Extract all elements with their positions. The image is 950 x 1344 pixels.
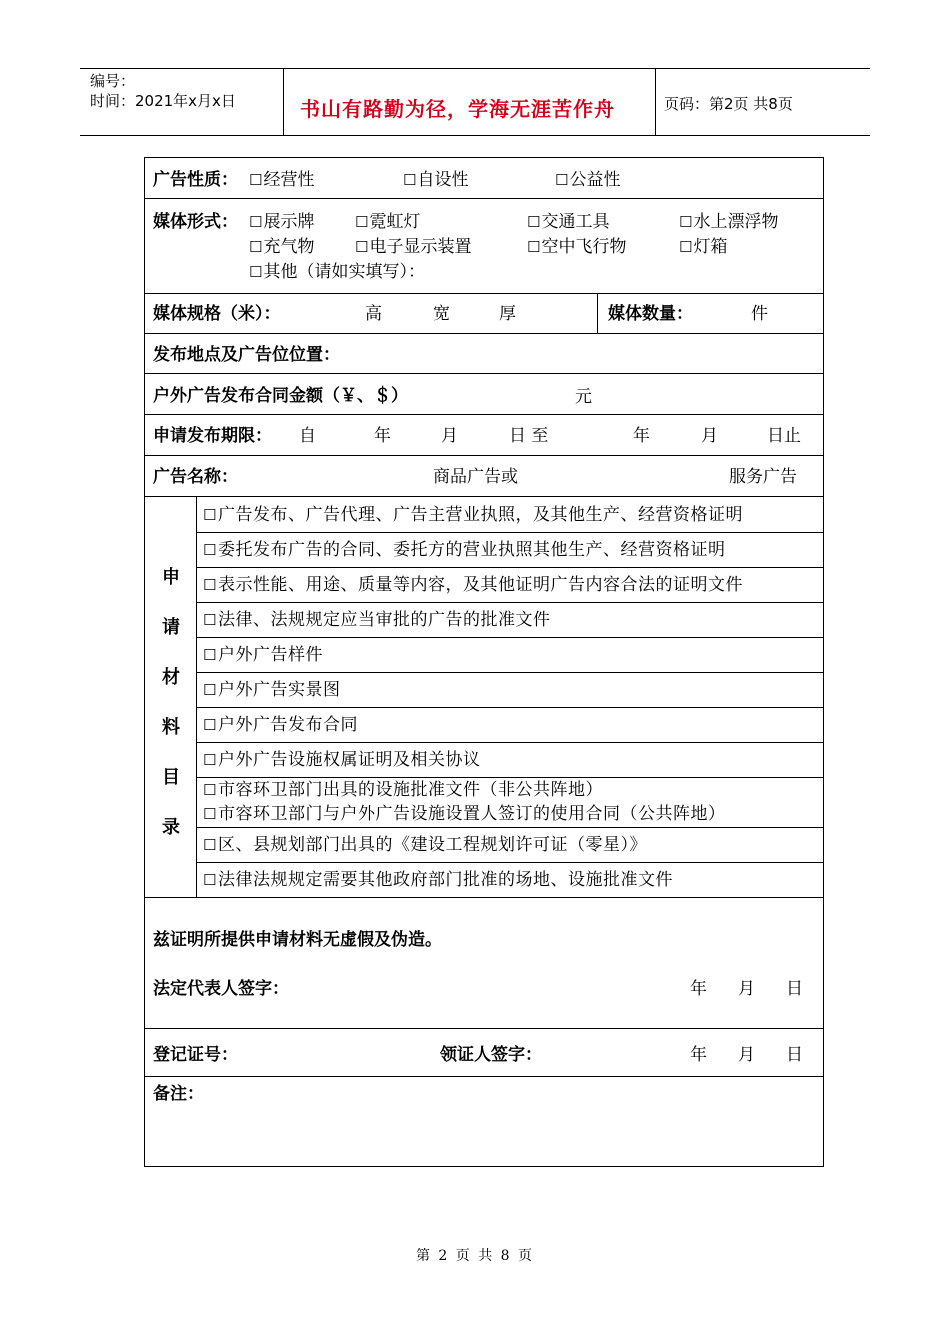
material-item[interactable] (203, 869, 673, 891)
row-rule (145, 1076, 823, 1077)
material-label: 户外广告样件 (217, 645, 323, 665)
materials-row-rule (196, 672, 824, 673)
media-option-inflatable[interactable] (249, 236, 314, 258)
document-number-label: 编号： (90, 72, 136, 90)
materials-row-rule (196, 827, 824, 828)
media-option-neon[interactable] (355, 211, 420, 233)
material-label: 表示性能、用途、质量等内容，及其他证明广告内容合法的证明文件 (217, 575, 743, 595)
option-label: 经营性 (263, 170, 315, 190)
checkbox-icon[interactable]: ☐ (203, 681, 217, 699)
checkbox-icon[interactable]: ☐ (203, 781, 217, 799)
material-label: 市容环卫部门出具的设施批准文件（非公共阵地） (217, 780, 603, 800)
material-item[interactable] (203, 609, 550, 631)
materials-row-rule (196, 532, 824, 533)
checkbox-icon[interactable]: ☐ (203, 611, 217, 629)
side-char: 料 (162, 717, 180, 738)
option-label: 交通工具 (541, 212, 610, 232)
ad-name-middle: 商品广告或 (433, 467, 518, 487)
material-label: 市容环卫部门与户外广告设施设置人签订的使用合同（公共阵地） (217, 804, 726, 824)
material-item[interactable] (203, 779, 603, 801)
media-option-other[interactable] (249, 261, 425, 283)
checkbox-icon[interactable]: ☐ (203, 836, 217, 854)
row-rule (145, 333, 823, 334)
row-rule (145, 496, 823, 497)
materials-row-rule (196, 742, 824, 743)
material-label: 广告发布、广告代理、广告主营业执照，及其他生产、经营资格证明 (217, 505, 743, 525)
spec-thickness-label: 厚 (499, 304, 516, 324)
option-label: 水上漂浮物 (693, 212, 779, 232)
checkbox-icon[interactable]: ☐ (203, 646, 217, 664)
checkbox-icon[interactable]: ☐ (203, 716, 217, 734)
materials-row-rule (196, 707, 824, 708)
side-char: 材 (162, 667, 180, 688)
material-item[interactable] (203, 803, 725, 825)
row-rule (145, 414, 823, 415)
period-year: 年 (374, 426, 391, 446)
receiver-signature-label: 领证人签字： (440, 1045, 542, 1065)
option-label: 充气物 (263, 237, 315, 257)
option-label: 公益性 (569, 170, 621, 190)
contract-amount-label: 户外广告发布合同金额（￥、＄） (153, 386, 408, 406)
checkbox-icon[interactable]: ☐ (249, 213, 263, 231)
materials-row-rule (196, 567, 824, 568)
row-rule (145, 897, 823, 898)
period-day-to: 日 至 (509, 426, 549, 446)
materials-row-rule (196, 637, 824, 638)
header-top-rule (80, 68, 870, 69)
remarks-label: 备注： (153, 1084, 204, 1104)
materials-row-rule (196, 862, 824, 863)
media-quantity-unit: 件 (751, 304, 768, 324)
contract-amount-unit: 元 (575, 387, 592, 407)
material-item[interactable] (203, 714, 358, 736)
registration-number-label: 登记证号： (153, 1045, 238, 1065)
application-form (144, 157, 824, 1167)
ad-nature-option-public[interactable] (555, 169, 620, 191)
registration-year: 年 (690, 1045, 707, 1065)
declaration-text: 兹证明所提供申请材料无虚假及伪造。 (153, 930, 442, 950)
legal-rep-month: 月 (738, 979, 755, 999)
location-label: 发布地点及广告位位置： (153, 345, 340, 365)
option-label: 电子显示装置 (369, 237, 472, 257)
checkbox-icon[interactable]: ☐ (203, 871, 217, 889)
row-rule (145, 198, 823, 199)
side-char: 录 (162, 817, 180, 838)
spec-width-label: 宽 (433, 304, 450, 324)
ad-nature-option-self[interactable] (403, 169, 468, 191)
materials-row-rule (196, 777, 824, 778)
material-item[interactable] (203, 834, 647, 856)
side-char: 目 (162, 767, 180, 788)
materials-row-rule (196, 602, 824, 603)
media-option-electronic-display[interactable] (355, 236, 471, 258)
row-rule (145, 373, 823, 374)
material-item[interactable] (203, 504, 743, 526)
checkbox-icon[interactable]: ☐ (249, 171, 263, 189)
legal-rep-signature-label: 法定代表人签字： (153, 979, 289, 999)
registration-month: 月 (738, 1045, 755, 1065)
option-label: 展示牌 (263, 212, 315, 232)
checkbox-icon[interactable]: ☐ (249, 238, 263, 256)
registration-day: 日 (786, 1045, 803, 1065)
option-label: 霓虹灯 (369, 212, 421, 232)
checkbox-icon[interactable]: ☐ (555, 171, 569, 189)
media-option-lightbox[interactable] (679, 236, 727, 258)
row-rule (145, 455, 823, 456)
side-char: 申 (162, 567, 180, 588)
option-label: 灯箱 (693, 237, 728, 257)
material-item[interactable] (203, 644, 323, 666)
legal-rep-day: 日 (786, 979, 803, 999)
option-label: 其他（请如实填写）： (263, 262, 425, 282)
option-label: 自设性 (417, 170, 469, 190)
option-label: 空中飞行物 (541, 237, 627, 257)
checkbox-icon[interactable]: ☐ (679, 213, 693, 231)
material-label: 法律、法规规定应当审批的广告的批准文件 (217, 610, 551, 630)
checkbox-icon[interactable]: ☐ (203, 541, 217, 559)
checkbox-icon[interactable]: ☐ (403, 171, 417, 189)
checkbox-icon[interactable]: ☐ (249, 263, 263, 281)
media-quantity-label: 媒体数量： (608, 304, 693, 324)
checkbox-icon[interactable]: ☐ (203, 576, 217, 594)
row-rule (145, 1028, 823, 1029)
material-label: 户外广告发布合同 (217, 715, 358, 735)
checkbox-icon[interactable]: ☐ (203, 751, 217, 769)
checkbox-icon[interactable]: ☐ (203, 805, 217, 823)
media-option-display-board[interactable] (249, 211, 314, 233)
row-rule (145, 293, 823, 294)
material-label: 区、县规划部门出具的《建设工程规划许可证（零星）》 (217, 835, 647, 855)
media-option-vehicle[interactable] (527, 211, 609, 233)
side-char: 请 (162, 617, 180, 638)
ad-name-label: 广告名称： (153, 467, 238, 487)
header-divider-left (283, 68, 284, 135)
material-label: 委托发布广告的合同、委托方的营业执照其他生产、经营资格证明 (217, 540, 726, 560)
media-option-aerial[interactable] (527, 236, 626, 258)
spec-height-label: 高 (365, 304, 382, 324)
ad-nature-label: 广告性质： (153, 170, 238, 190)
material-label: 法律法规规定需要其他政府部门批准的场地、设施批准文件 (217, 870, 673, 890)
header-divider-right (655, 68, 656, 135)
period-month: 月 (441, 426, 458, 446)
checkbox-icon[interactable]: ☐ (355, 213, 369, 231)
checkbox-icon[interactable]: ☐ (679, 238, 693, 256)
material-label: 户外广告设施权属证明及相关协议 (217, 750, 481, 770)
period-year-2: 年 (633, 426, 650, 446)
ad-name-right: 服务广告 (729, 467, 797, 487)
checkbox-icon[interactable]: ☐ (355, 238, 369, 256)
media-spec-label: 媒体规格（米）： (153, 304, 281, 324)
material-label: 户外广告实景图 (217, 680, 341, 700)
material-item[interactable] (203, 679, 340, 701)
page-footer: 第 2 页 共 8 页 (415, 1248, 535, 1264)
ad-nature-option-commercial[interactable] (249, 169, 314, 191)
legal-rep-year: 年 (690, 979, 707, 999)
spec-divider (597, 293, 598, 333)
checkbox-icon[interactable]: ☐ (203, 506, 217, 524)
header-page-info: 页码：第2页 共8页 (664, 95, 793, 113)
media-option-floating[interactable] (679, 211, 778, 233)
header-bottom-rule (80, 135, 870, 136)
checkbox-icon[interactable]: ☐ (527, 238, 541, 256)
document-date: 时间：2021年x月x日 (90, 92, 236, 110)
media-form-label: 媒体形式： (153, 212, 238, 232)
material-item[interactable] (203, 749, 480, 771)
period-month-2: 月 (701, 426, 718, 446)
material-item[interactable] (203, 539, 725, 561)
period-end: 日止 (767, 426, 801, 446)
period-label: 申请发布期限： (153, 426, 272, 446)
checkbox-icon[interactable]: ☐ (527, 213, 541, 231)
material-item[interactable] (203, 574, 743, 596)
header-motto: 书山有路勤为径，学海无涯苦作舟 (300, 97, 615, 121)
period-from: 自 (299, 426, 316, 446)
